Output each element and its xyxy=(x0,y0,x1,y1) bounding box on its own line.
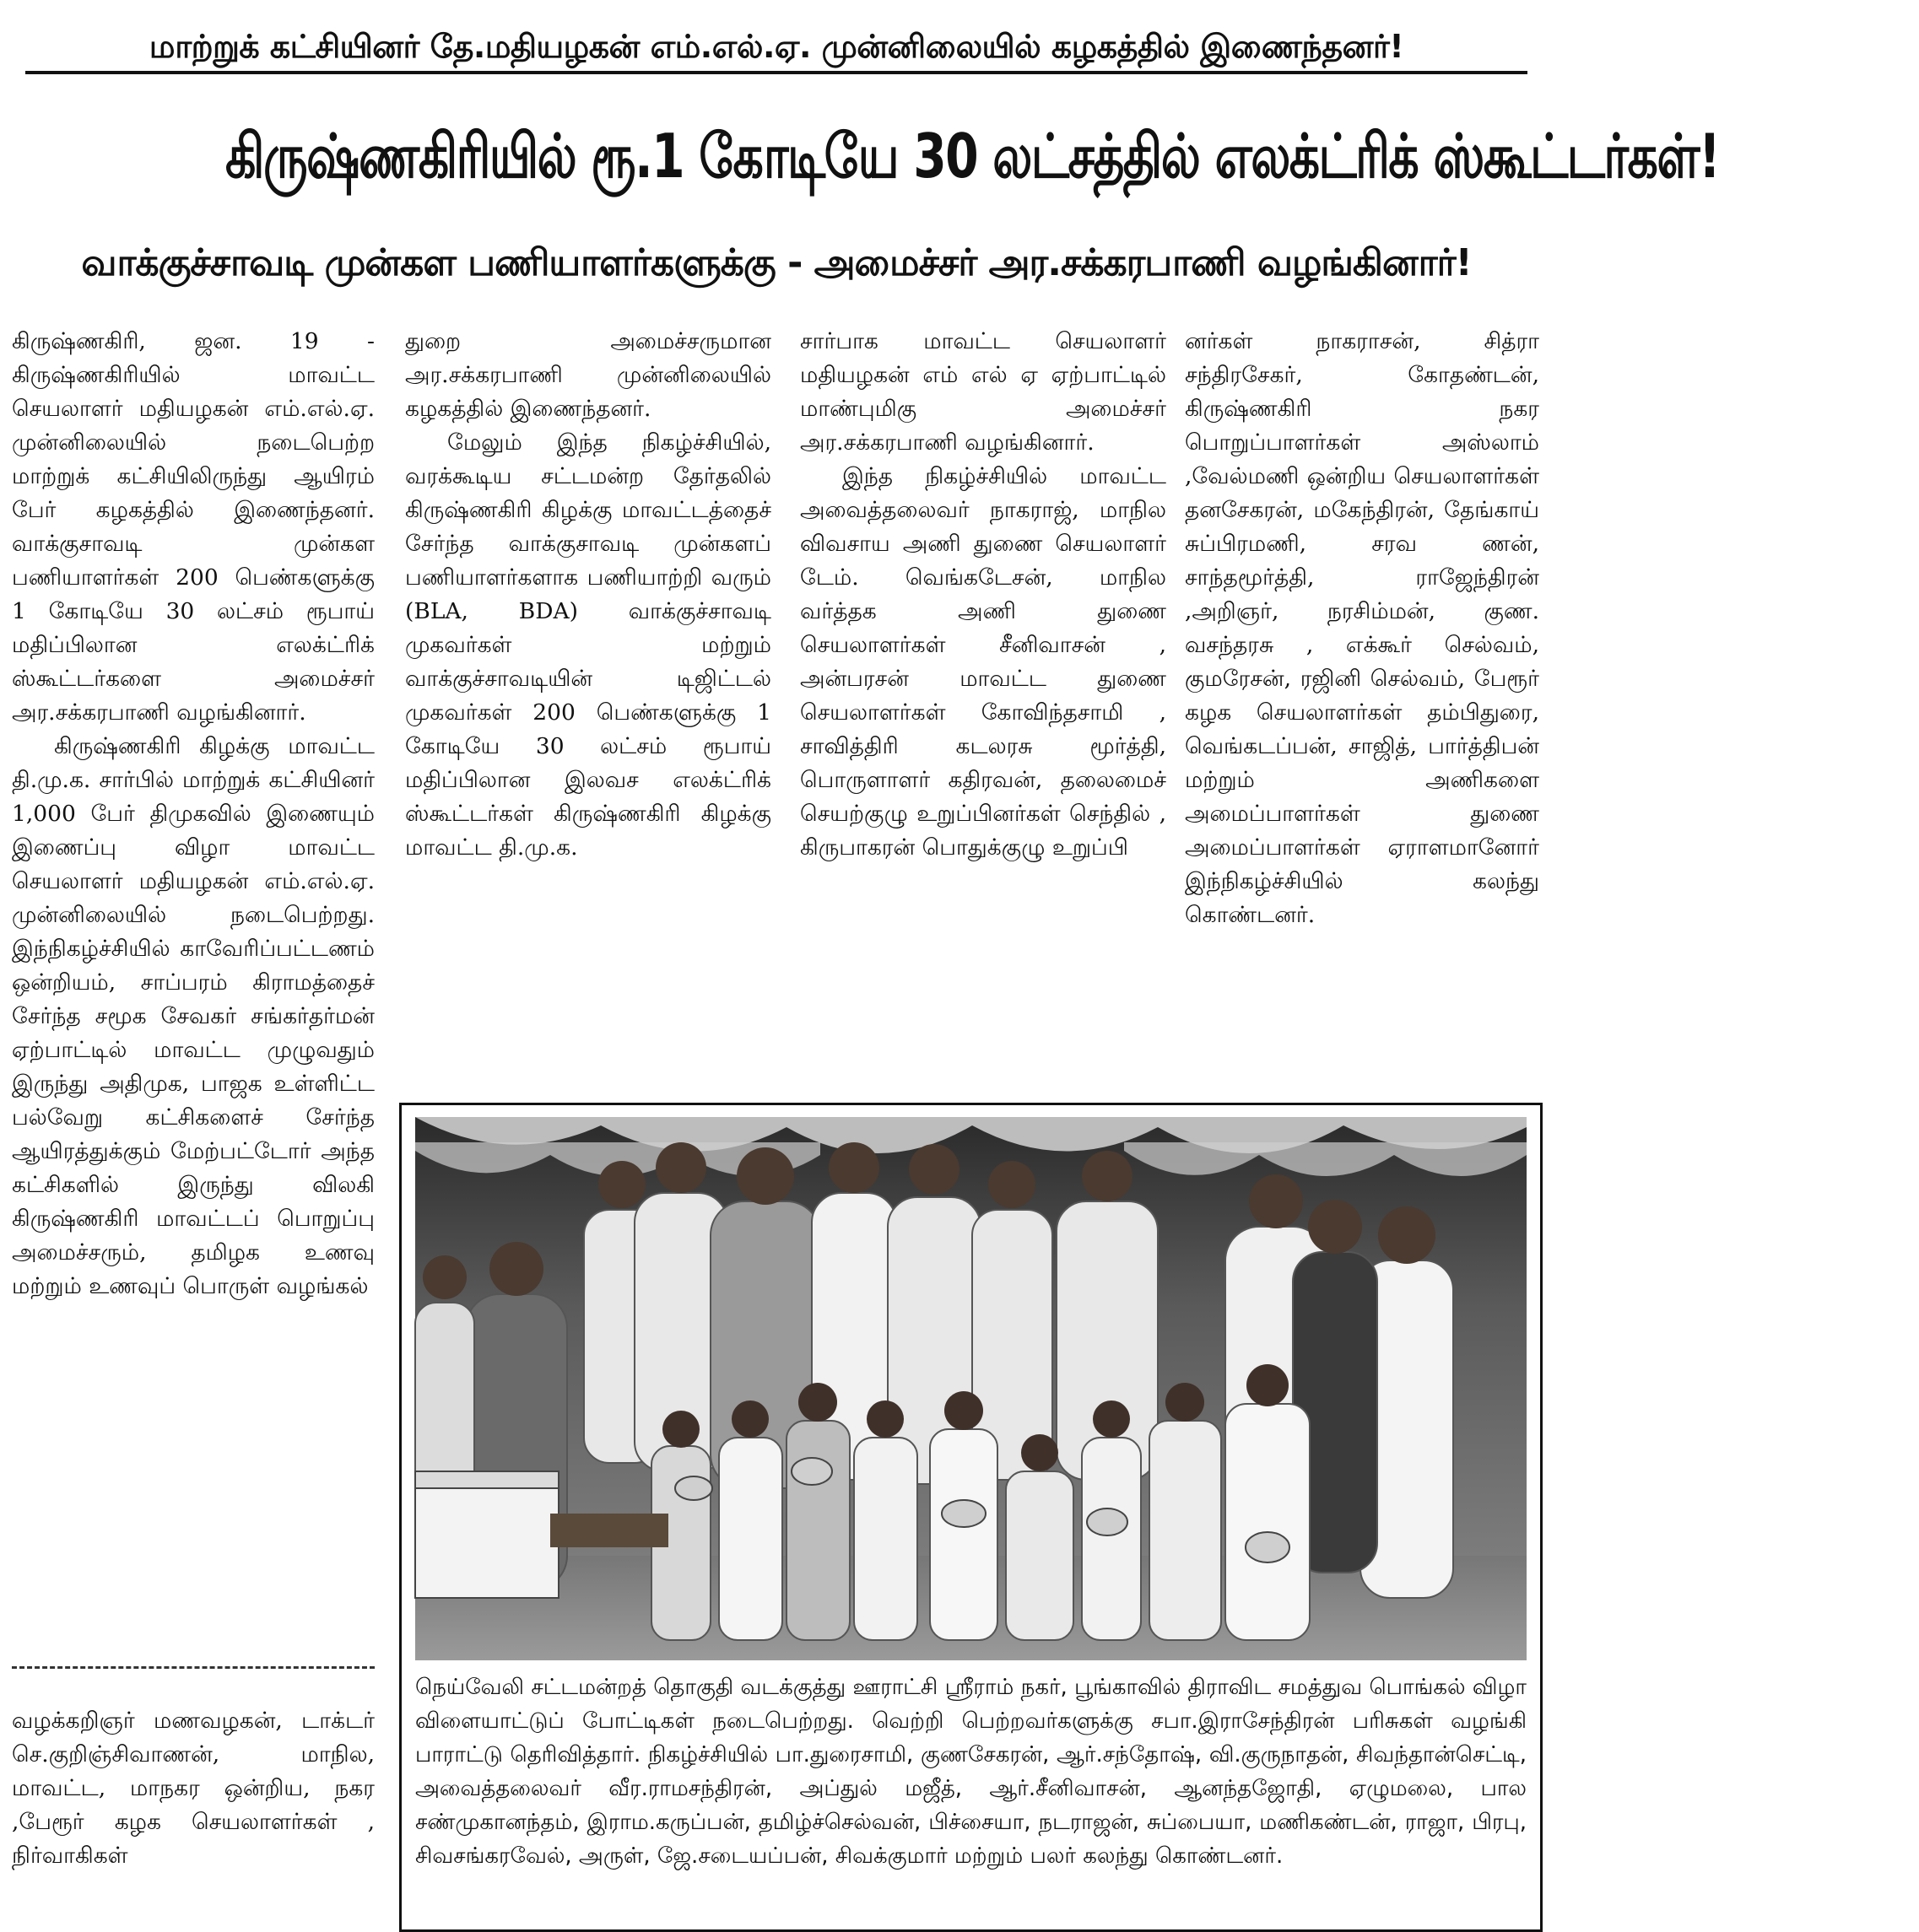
column-paragraph: சார்பாக மாவட்ட செயலாளர் மதியழகன் எம் எல் ஏ ஏற்பாட்டில் மாண்புமிகு அமைச்சர் அர.சக்கரபாணி வழங்கினார். xyxy=(800,328,1166,456)
column-paragraph: இந்த நிகழ்ச்சியில் மாவட்ட அவைத்தலைவர் நாகராஜ், மாநில விவசாய அணி துணை செயலாளர் டேம். வெங்கடேசன், மாநில வர்த்தக அணி துணை செயலாளர்கள் சீனிவாசன் , அன்பரசன் மாவட்ட துணை செயலாளர்கள் கோவிந்தசாமி , சாவித்திரி கடலரசு மூர்த்தி, பொருளாளர் கதிரவன், தலைமைச் செயற்குழு உறுப்பினர்கள் செந்தில் , கிருபாகரன் பொதுக்குழு உறுப்பி xyxy=(800,463,1166,861)
article-subhead-text: வாக்குச்சாவடி முன்கள பணியாளர்களுக்கு - அமைச்சர் அர.சக்கரபாணி வழங்கினார்! xyxy=(81,241,1472,284)
article-column-3 xyxy=(800,325,1166,1059)
column-paragraph: மேலும் இந்த நிகழ்ச்சியில், வரக்கூடிய சட்டமன்ற தேர்தலில் கிருஷ்ணகிரி கிழக்கு மாவட்டத்தைச் சேர்ந்த வாக்குசாவடி முன்களப் பணியாளர்களாக பணியாற்றி வரும் (BLA, BDA) வாக்குச்சாவடி முகவர்கள் மற்றும் வாக்குச்சாவடியின் டிஜிட்டல் முகவர்கள் 200 பெண்களுக்கு 1 கோடியே 30 லட்சம் ரூபாய் மதிப்பிலான இலவச எலக்ட்ரிக் ஸ்கூட்டர்கள் கிருஷ்ணகிரி கிழக்கு மாவட்ட தி.மு.க. xyxy=(405,429,771,861)
article-kicker xyxy=(25,19,1527,74)
event-photo xyxy=(415,1117,1527,1660)
article-subhead xyxy=(25,228,1527,299)
photo-box xyxy=(399,1103,1543,1932)
article-column-1 xyxy=(12,325,375,1637)
event-photo-illustration xyxy=(415,1117,1527,1660)
column-divider xyxy=(12,1666,375,1669)
article-column-2 xyxy=(405,325,771,1059)
article-column-4 xyxy=(1185,325,1539,1059)
article-headline-text: கிருஷ்ணகிரியில் ரூ.1 கோடியே 30 லட்சத்தில் எலக்ட்ரிக் ஸ்கூட்டர்கள்! xyxy=(225,121,1720,192)
article-headline xyxy=(25,93,1720,219)
article-column-1-continuation: வழக்கறிஞர் மணவழகன், டாக்டர் செ.குறிஞ்சிவாணன், மாநில, மாவட்ட, மாநகர ஒன்றிய, நகர ,பேரூர் கழக செயலாளர்கள் , நிர்வாகிகள் xyxy=(12,1708,375,1869)
column-paragraph: துறை அமைச்சருமான அர.சக்கரபாணி முன்னிலையில் கழகத்தில் இணைந்தனர். xyxy=(405,328,771,422)
column-paragraph: கிருஷ்ணகிரி கிழக்கு மாவட்ட தி.மு.க. சார்பில் மாற்றுக் கட்சியினர் 1,000 பேர் திமுகவில் இணையும் இணைப்பு விழா மாவட்ட செயலாளர் மதியழகன் எம்.எல்.ஏ. முன்னிலையில் நடைபெற்றது. இந்நிகழ்ச்சியில் காவேரிப்பட்டணம் ஒன்றியம், சாப்பரம் கிராமத்தைச் சேர்ந்த சமூக சேவகர் சங்கர்தர்மன் ஏற்பாட்டில் மாவட்ட முழுவதும் இருந்து அதிமுக, பாஜக உள்ளிட்ட பல்வேறு கட்சிகளைச் சேர்ந்த ஆயிரத்துக்கும் மேற்பட்டோர் அந்த கட்சிகளில் இருந்து விலகி கிருஷ்ணகிரி மாவட்டப் பொறுப்பு அமைச்சரும், தமிழக உணவு மற்றும் உணவுப் பொருள் வழங்கல் xyxy=(12,733,375,1299)
article-kicker-text: மாற்றுக் கட்சியினர் தே.மதியழகன் எம்.எல்.ஏ. முன்னிலையில் கழகத்தில் இணைந்தனர்! xyxy=(149,28,1404,65)
column-paragraph: கிருஷ்ணகிரி, ஜன. 19 - கிருஷ்ணகிரியில் மாவட்ட செயலாளர் மதியழகன் எம்.எல்.ஏ. முன்னிலையில் நடைபெற்ற மாற்றுக் கட்சியிலிருந்து ஆயிரம் பேர் கழகத்தில் இணைந்தனர். வாக்குசாவடி முன்கள பணியாளர்கள் 200 பெண்களுக்கு 1 கோடியே 30 லட்சம் ரூபாய் மதிப்பிலான எலக்ட்ரிக் ஸ்கூட்டர்களை அமைச்சர் அர.சக்கரபாணி வழங்கினார். xyxy=(12,328,375,726)
photo-caption: நெய்வேலி சட்டமன்றத் தொகுதி வடக்குத்து ஊராட்சி ஸ்ரீராம் நகர், பூங்காவில் திராவிட சமத்துவ பொங்கல் விழா விளையாட்டுப் போட்டிகள் நடைபெற்றது. வெற்றி பெற்றவர்களுக்கு சபா.இராசேந்திரன் பரிசுகள் வழங்கி பாராட்டு தெரிவித்தார். நிகழ்ச்சியில் பா.துரைசாமி, குணசேகரன், ஆர்.சந்தோஷ், வி.குருநாதன், சிவந்தான்செட்டி, அவைத்தலைவர் வீர.ராமசந்திரன், அப்துல் மஜீத், ஆர்.சீனிவாசன், ஆனந்தஜோதி, ஏழுமலை, பால சண்முகானந்தம், இராம.கருப்பன், தமிழ்ச்செல்வன், பிச்சையா, நடராஜன், சுப்பையா, மணிகண்டன், ராஜா, பிரபு, சிவசங்கரவேல், அருள், ஜே.சடையப்பன், சிவக்குமார் மற்றும் பலர் கலந்து கொண்டனர். xyxy=(415,1675,1527,1869)
column-paragraph: னர்கள் நாகராசன், சித்ரா சந்திரசேகர், கோதண்டன், கிருஷ்ணகிரி நகர பொறுப்பாளர்கள் அஸ்லாம் ,வேல்மணி ஒன்றிய செயலாளர்கள் தனசேகரன், மகேந்திரன், தேங்காய் சுப்பிரமணி, சரவ ணன், சாந்தமூர்த்தி, ராஜேந்திரன் ,அறிஞர், நரசிம்மன், குண. வசந்தரசு , எக்கூர் செல்வம், குமரேசன், ரஜினி செல்வம், பேரூர் கழக செயலாளர்கள் தம்பிதுரை, வெங்கடப்பன், சாஜித், பார்த்திபன் மற்றும் அணிகளை அமைப்பாளர்கள் துணை அமைப்பாளர்கள் ஏராளமானோர் இந்நிகழ்ச்சியில் கலந்து கொண்டனர். xyxy=(1185,328,1539,928)
